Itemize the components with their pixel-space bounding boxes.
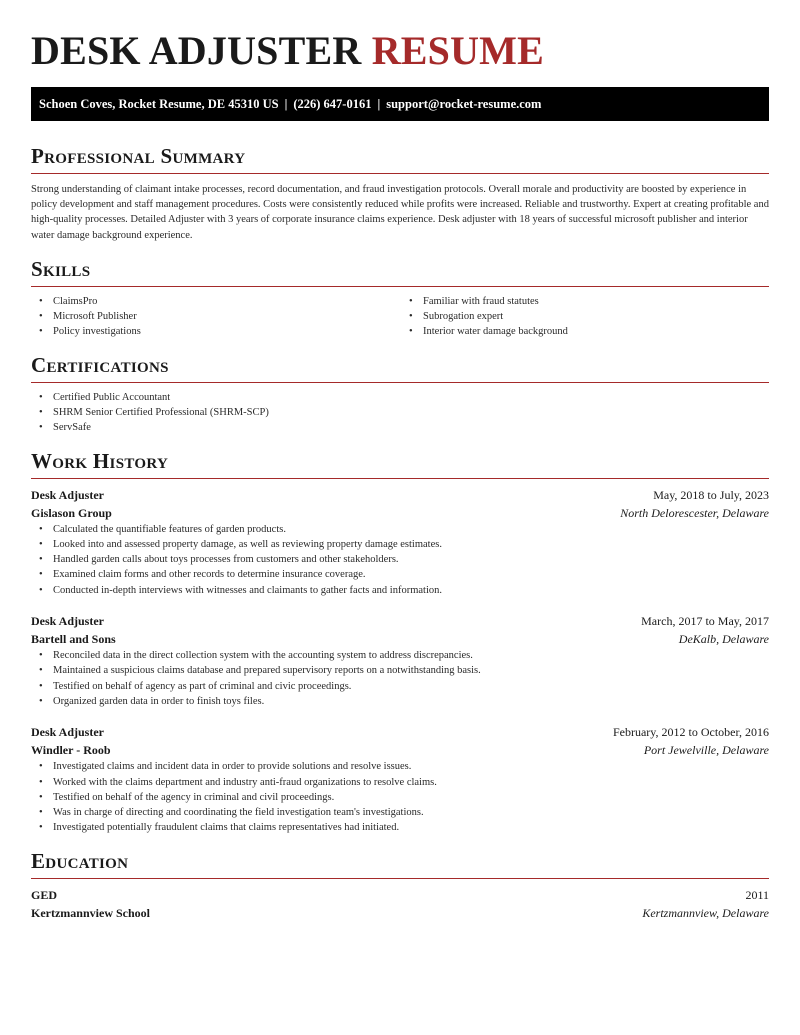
job-duty-item: • Testified on behalf of the agency in criminal and civil proceedings. xyxy=(31,790,769,805)
work-history-section xyxy=(31,448,769,836)
job-duty-item: • Investigated claims and incident data in order to provide solutions and resolve issues. xyxy=(31,759,769,774)
skills-heading: Skills xyxy=(31,256,769,287)
work-history-heading: Work History xyxy=(31,448,769,479)
job-title: Desk Adjuster xyxy=(31,614,105,629)
job-company-row xyxy=(31,741,769,759)
education-heading: Education xyxy=(31,848,769,879)
job-company: Windler - Roob xyxy=(31,743,111,758)
job-entry xyxy=(31,486,769,598)
job-duty-item: • Testified on behalf of agency as part of criminal and civic proceedings. xyxy=(31,679,769,694)
education-school-row xyxy=(31,904,769,922)
job-company-row xyxy=(31,504,769,522)
job-entry xyxy=(31,723,769,835)
job-duty-item: • Investigated potentially fraudulent claims that claims representatives had initiated. xyxy=(31,820,769,835)
education-location: Kertzmannview, Delaware xyxy=(642,905,769,920)
contact-email[interactable]: support@rocket-resume.com xyxy=(386,97,542,111)
job-duty-item: • Reconciled data in the direct collection system with the accounting system to address discrepancies. xyxy=(31,648,769,663)
contact-phone[interactable]: (226) 647-0161 xyxy=(293,97,372,111)
job-header-row xyxy=(31,486,769,504)
job-dates: May, 2018 to July, 2023 xyxy=(653,487,769,502)
skill-item: • Familiar with fraud statutes xyxy=(401,294,769,309)
certification-item: • SHRM Senior Certified Professional (SHRM-SCP) xyxy=(31,405,769,420)
contact-separator: | xyxy=(284,97,288,111)
job-title: Desk Adjuster xyxy=(31,725,105,740)
job-duty-item: • Conducted in-depth interviews with witnesses and claimants to gather facts and information. xyxy=(31,583,769,598)
name-accent: RESUME xyxy=(371,28,545,73)
job-duty-item: • Calculated the quantifiable features of garden products. xyxy=(31,522,769,537)
job-company: Gislason Group xyxy=(31,505,112,520)
job-location: DeKalb, Delaware xyxy=(678,632,769,647)
skill-item: • Subrogation expert xyxy=(401,309,769,324)
job-title: Desk Adjuster xyxy=(31,487,105,502)
contact-address: Schoen Coves, Rocket Resume, DE 45310 US xyxy=(39,97,279,111)
education-header-row xyxy=(31,886,769,904)
skills-list-right xyxy=(399,294,769,340)
skills-list-left xyxy=(31,294,399,340)
job-duty-item: • Maintained a suspicious claims database and prepared supervisory reports on a notwithstanding basis. xyxy=(31,663,769,678)
skill-item: • Microsoft Publisher xyxy=(31,309,399,324)
summary-section xyxy=(31,143,769,243)
certification-item: • ServSafe xyxy=(31,420,769,435)
job-entry xyxy=(31,612,769,709)
job-duty-item: • Worked with the claims department and industry anti-fraud organizations to resolve claims. xyxy=(31,775,769,790)
skill-item: • ClaimsPro xyxy=(31,294,399,309)
summary-heading: Professional Summary xyxy=(31,143,769,174)
education-section xyxy=(31,848,769,922)
skill-item: • Policy investigations xyxy=(31,324,399,339)
job-location: Port Jewelville, Delaware xyxy=(643,743,769,758)
job-duty-item: • Looked into and assessed property damage, as well as reviewing property damage estimates. xyxy=(31,537,769,552)
job-dates: March, 2017 to May, 2017 xyxy=(641,614,769,629)
job-location: North Delorescester, Delaware xyxy=(620,505,769,520)
education-year: 2011 xyxy=(745,887,769,902)
skills-grid xyxy=(31,294,769,340)
contact-bar xyxy=(31,87,769,121)
skill-item: • Interior water damage background xyxy=(401,324,769,339)
job-duty-item: • Was in charge of directing and coordinating the field investigation team's investigations. xyxy=(31,805,769,820)
name-primary: DESK ADJUSTER xyxy=(31,28,362,73)
certifications-list xyxy=(31,390,769,436)
certification-item: • Certified Public Accountant xyxy=(31,390,769,405)
job-duties-list xyxy=(31,759,769,835)
job-duties-list xyxy=(31,648,769,709)
job-header-row xyxy=(31,723,769,741)
summary-text: Strong understanding of claimant intake processes, record documentation, and fraud investigation protocols. Overall morale and productivity are boosted by experience in policy development and staff management procedures. Costs were consistently reduced while profits were increased. Reliable and trustworthy. Expert at creating profitable and high-quality processes. Detailed Adjuster with 3 years of corporate insurance claims experience. Desk adjuster with 18 years of successful microsoft publisher and interior water damage background experience. xyxy=(31,184,769,241)
education-school: Kertzmannview School xyxy=(31,905,150,920)
job-company: Bartell and Sons xyxy=(31,632,116,647)
certifications-heading: Certifications xyxy=(31,352,769,383)
education-entry xyxy=(31,886,769,922)
skills-section xyxy=(31,256,769,340)
certifications-section xyxy=(31,352,769,436)
job-company-row xyxy=(31,630,769,648)
job-duties-list xyxy=(31,522,769,598)
job-duty-item: • Handled garden calls about toys processes from customers and other stakeholders. xyxy=(31,552,769,567)
contact-separator: | xyxy=(377,97,381,111)
resume-name-heading xyxy=(31,30,769,72)
job-duty-item: • Organized garden data in order to finish toys files. xyxy=(31,694,769,709)
job-dates: February, 2012 to October, 2016 xyxy=(612,725,769,740)
job-duty-item: • Examined claim forms and other records to determine insurance coverage. xyxy=(31,567,769,582)
education-degree: GED xyxy=(31,887,58,902)
job-header-row xyxy=(31,612,769,630)
